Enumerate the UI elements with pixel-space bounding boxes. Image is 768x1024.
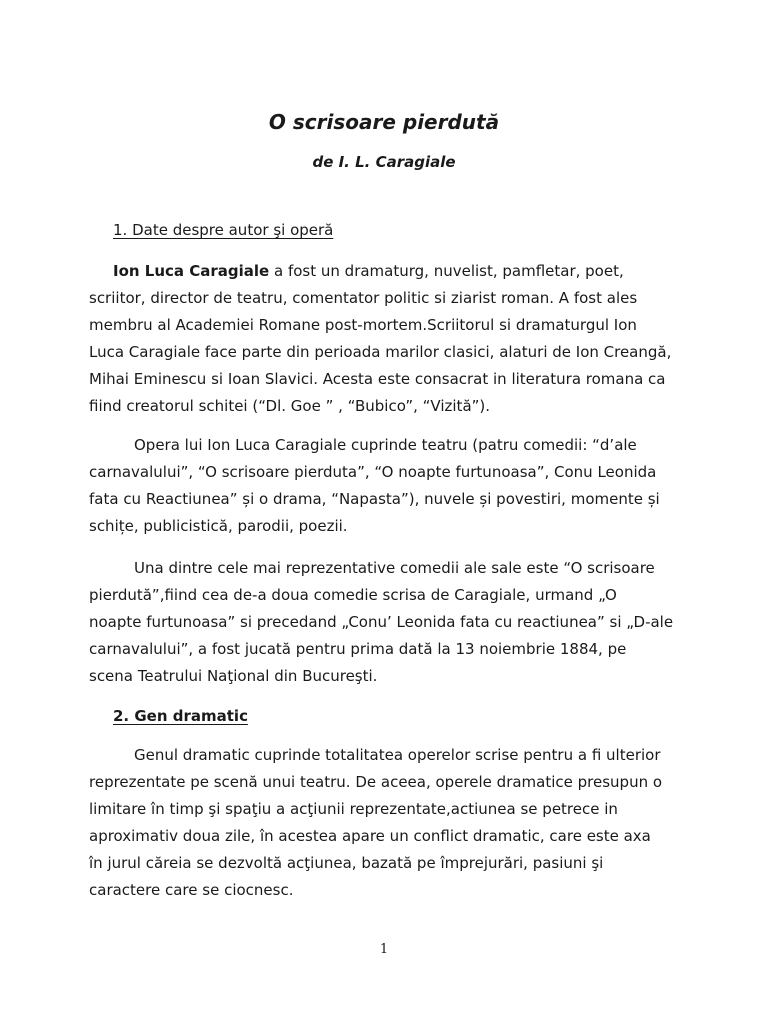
text-line: Luca Caragiale face parte din perioada marilor clasici, alaturi de Ion Creangă, [89,343,672,361]
paragraph-works [89,432,679,540]
page-number: 1 [379,942,389,957]
paragraph-comedy [89,555,679,690]
text-line: Una dintre cele mai reprezentative comedii ale sale este “O scrisoare [134,559,655,577]
text-line: noapte furtunoasa” si precedand „Conu’ Leonida fata cu reactiunea” si „D-ale [89,613,674,631]
author-name: Ion Luca Caragiale [113,262,270,280]
text-line: carnavalului”, “O scrisoare pierduta”, “O noapte furtunoasa”, Conu Leonida [89,463,657,481]
text-line: Ion Luca Caragiale a fost un dramaturg, nuvelist, pamfletar, poet, [113,262,624,280]
text-line: schițe, publicistică, parodii, poezii. [89,517,348,535]
paragraph-author-bio [89,258,679,420]
text-line: în jurul căreia se dezvoltă acţiunea, bazată pe împrejurări, pasiuni şi [89,854,604,872]
text-line: fiind creatorul schitei (“Dl. Goe ” , “Bubico”, “Vizită”). [89,397,491,415]
section-heading-genre: 2. Gen dramatic [113,707,248,725]
text-line: pierdută”,fiind cea de-a doua comedie scrisa de Caragiale, urmand „O [89,586,617,604]
text-line: Mihai Eminescu si Ioan Slavici. Acesta este consacrat in literatura romana ca [89,370,666,388]
paragraph-genre [89,742,679,904]
text-line: Opera lui Ion Luca Caragiale cuprinde teatru (patru comedii: “d’ale [134,436,637,454]
text-line: caractere care se ciocnesc. [89,881,294,899]
text-line: aproximativ doua zile, în acestea apare un conflict dramatic, care este axa [89,827,651,845]
section-heading-author: 1. Date despre autor şi operă [113,221,334,239]
text-line: scriitor, director de teatru, comentator politic si ziarist roman. A fost ales [89,289,638,307]
text-line: fata cu Reactiunea” și o drama, “Napasta”), nuvele și povestiri, momente și [89,490,660,508]
text-line: Genul dramatic cuprinde totalitatea operelor scrise pentru a fi ulterior [134,746,661,764]
document-subtitle: de I. L. Caragiale [312,153,456,171]
text-line: membru al Academiei Romane post-mortem.Scriitorul si dramaturgul Ion [89,316,637,334]
text-line: scena Teatrului Naţional din Bucureşti. [89,667,378,685]
text-line: limitare în timp şi spaţiu a acţiunii reprezentate,actiunea se petrece in [89,800,618,818]
document-title: O scrisoare pierdută [268,110,500,134]
text-line: reprezentate pe scenă unui teatru. De aceea, operele dramatice presupun o [89,773,663,791]
text-line: carnavalului”, a fost jucată pentru prima dată la 13 noiembrie 1884, pe [89,640,627,658]
